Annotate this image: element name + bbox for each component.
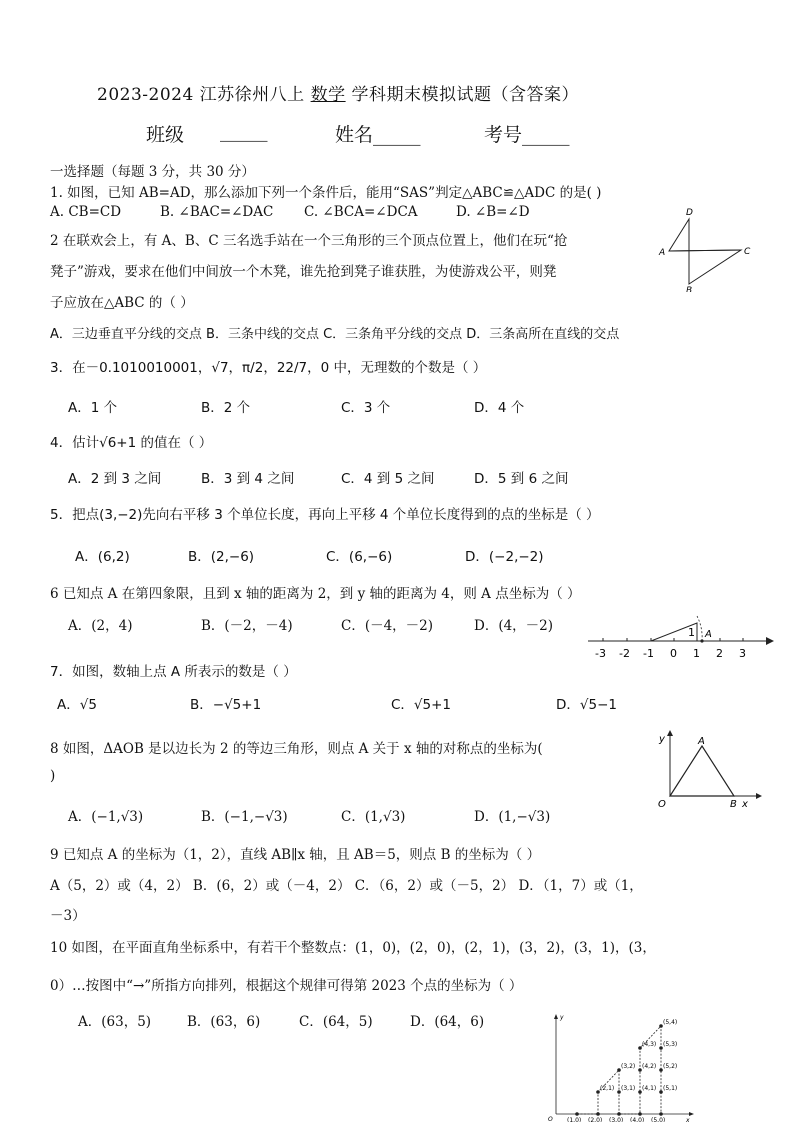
- x-label: (1,0): [567, 1117, 582, 1122]
- q7-number-line-figure: [584, 608, 774, 664]
- tick-label: 2: [716, 647, 723, 660]
- q4-option-d[interactable]: D．5 到 6 之间: [474, 471, 569, 487]
- q7-option-c[interactable]: C．√5+1: [391, 697, 452, 713]
- point-label: (5,1): [663, 1085, 678, 1092]
- q10-option-d[interactable]: D．(64，6): [410, 1014, 485, 1030]
- q7-stem: 7．如图，数轴上点 A 所表示的数是（ ）: [50, 664, 297, 680]
- tick-label: 3: [739, 647, 746, 660]
- q5-stem: 5．把点(3,−2)先向右平移 3 个单位长度，再向上平移 4 个单位长度得到的点的坐标是（ ）: [50, 507, 600, 523]
- q7-option-b[interactable]: B．−√5+1: [190, 697, 262, 713]
- q6-option-b[interactable]: B．(－2，－4): [201, 618, 293, 634]
- x-label: (4,0): [630, 1117, 645, 1122]
- q7-label-one: 1: [688, 626, 695, 639]
- tick-label: 1: [693, 647, 700, 660]
- q8-option-d[interactable]: D．(1,−√3): [474, 809, 551, 825]
- q2-line-2: 凳子”游戏，要求在他们中间放一个木凳，谁先抢到凳子谁获胜，为使游戏公平，则凳: [50, 264, 557, 280]
- title-subject: 数学: [310, 85, 346, 105]
- q4-option-b[interactable]: B．3 到 4 之间: [201, 471, 295, 487]
- point-label: (2,1): [600, 1085, 615, 1092]
- q8-label-a: A: [698, 736, 705, 747]
- q3-option-a[interactable]: A．1 个: [68, 400, 118, 416]
- q8-triangle-figure: [654, 728, 766, 810]
- q8-label-o: O: [658, 799, 666, 810]
- q7-option-d[interactable]: D．√5−1: [556, 697, 617, 713]
- q8-line-1: 8 如图，ΔAOB 是以边长为 2 的等边三角形，则点 A 关于 x 轴的对称点的坐标为(: [50, 741, 543, 757]
- x-label: (5,0): [651, 1117, 666, 1122]
- q10-label-o: O: [548, 1116, 553, 1122]
- q1-option-a[interactable]: A. CB=CD: [50, 204, 122, 220]
- q5-option-b[interactable]: B．(2,−6): [188, 549, 255, 565]
- class-blank[interactable]: _____: [220, 120, 268, 142]
- tick-label: -1: [643, 647, 654, 660]
- q10-option-b[interactable]: B．(63，6): [187, 1014, 261, 1030]
- q3-option-b[interactable]: B．2 个: [201, 400, 251, 416]
- q3-option-d[interactable]: D．4 个: [474, 400, 525, 416]
- x-label: (3,0): [609, 1117, 624, 1122]
- point-label: (3,1): [621, 1085, 636, 1092]
- q8-option-a[interactable]: A．(−1,√3): [68, 809, 144, 825]
- q10-line-1: 10 如图，在平面直角坐标系中，有若干个整数点：(1，0)，(2，0)，(2，1)，(3，2)，(3，1)，(3，: [50, 940, 656, 956]
- q10-line-2: 0）…按图中“→”所指方向排列，根据这个规律可得第 2023 个点的坐标为（ ）: [50, 978, 523, 994]
- q5-option-d[interactable]: D．(−2,−2): [465, 549, 544, 565]
- q2-line-1: 2 在联欢会上，有 A、B、C 三名选手站在一个三角形的三个顶点位置上，他们在玩“抢: [50, 233, 568, 249]
- q1-label-d: D: [686, 208, 693, 218]
- q8-label-b: B: [730, 799, 737, 810]
- q1-label-a: A: [659, 248, 666, 258]
- q10-option-a[interactable]: A．(63，5): [78, 1014, 152, 1030]
- tick-label: -3: [595, 647, 606, 660]
- q10-lattice-figure: [540, 1010, 700, 1122]
- q1-option-c[interactable]: C. ∠BCA=∠DCA: [304, 204, 418, 220]
- point-label: (5,4): [663, 1019, 678, 1026]
- point-label: (4,1): [642, 1085, 657, 1092]
- q1-stem: 1. 如图，已知 AB=AD，那么添加下列一个条件后，能用“SAS”判定△ABC≌△ADC 的是( ): [50, 185, 602, 201]
- point-label: (4,3): [642, 1041, 657, 1048]
- section-heading: 一选择题（每题 3 分，共 30 分）: [50, 164, 255, 180]
- q1-quadrilateral-figure: [656, 204, 766, 292]
- q9-options-cont: －3）: [50, 908, 86, 924]
- page-title: 2023-2024 江苏徐州八上 数学 学科期末模拟试题（含答案）: [97, 85, 579, 105]
- q7-label-a: A: [705, 629, 712, 640]
- q1-label-c: C: [744, 247, 751, 257]
- q5-option-a[interactable]: A．(6,2): [75, 549, 130, 565]
- q9-stem: 9 已知点 A 的坐标为（1，2），直线 AB∥x 轴，且 AB＝5，则点 B 的坐标为（ ）: [50, 847, 541, 863]
- point-label: (5,2): [663, 1063, 678, 1070]
- tick-label: 0: [670, 647, 677, 660]
- q8-label-x: x: [742, 799, 748, 810]
- tick-label: -2: [619, 647, 630, 660]
- x-label: (2,0): [588, 1117, 603, 1122]
- q2-line-3: 子应放在△ABC 的（ ）: [50, 295, 194, 311]
- point-label: (4,2): [642, 1063, 657, 1070]
- q6-stem: 6 已知点 A 在第四象限，且到 x 轴的距离为 2，到 y 轴的距离为 4，则 A 点坐标为（ ）: [50, 586, 581, 602]
- q1-option-d[interactable]: D. ∠B=∠D: [456, 204, 530, 220]
- id-label[interactable]: 考号_____: [484, 124, 570, 146]
- point-label: (3,2): [621, 1063, 636, 1070]
- q9-options[interactable]: A（5，2）或（4，2） B．(6，2）或（－4，2） C．（6，2）或（－5，2） D．（1，7）或（1，: [50, 878, 643, 894]
- point-label: (5,3): [663, 1041, 678, 1048]
- name-label[interactable]: 姓名_____: [335, 124, 421, 146]
- q10-label-x: x: [686, 1117, 690, 1122]
- q8-label-y: y: [659, 734, 665, 745]
- q4-option-c[interactable]: C．4 到 5 之间: [341, 471, 435, 487]
- q7-option-a[interactable]: A．√5: [57, 697, 97, 713]
- q3-stem: 3．在－0.1010010001，√7，π/2，22/7，0 中，无理数的个数是（ ）: [50, 360, 487, 376]
- q8-line-2: ): [50, 768, 56, 784]
- q4-option-a[interactable]: A．2 到 3 之间: [68, 471, 162, 487]
- q1-label-b: B: [686, 286, 693, 292]
- q1-option-b[interactable]: B. ∠BAC=∠DAC: [160, 204, 274, 220]
- q6-option-c[interactable]: C．(－4，－2): [341, 618, 434, 634]
- q8-option-c[interactable]: C．(1,√3): [341, 809, 406, 825]
- q10-label-y: y: [560, 1014, 564, 1021]
- q6-option-a[interactable]: A．(2，4): [68, 618, 133, 634]
- q2-options[interactable]: A．三边垂直平分线的交点 B．三条中线的交点 C．三条角平分线的交点 D．三条高所在直线的交点: [50, 327, 620, 342]
- q3-option-c[interactable]: C．3 个: [341, 400, 391, 416]
- class-label: 班级: [146, 124, 185, 146]
- q10-option-c[interactable]: C．(64，5): [299, 1014, 373, 1030]
- q8-option-b[interactable]: B．(−1,−√3): [201, 809, 288, 825]
- q4-stem: 4．估计√6+1 的值在（ ）: [50, 435, 213, 451]
- q6-option-d[interactable]: D．(4，－2): [474, 618, 554, 634]
- q5-option-c[interactable]: C．(6,−6): [326, 549, 393, 565]
